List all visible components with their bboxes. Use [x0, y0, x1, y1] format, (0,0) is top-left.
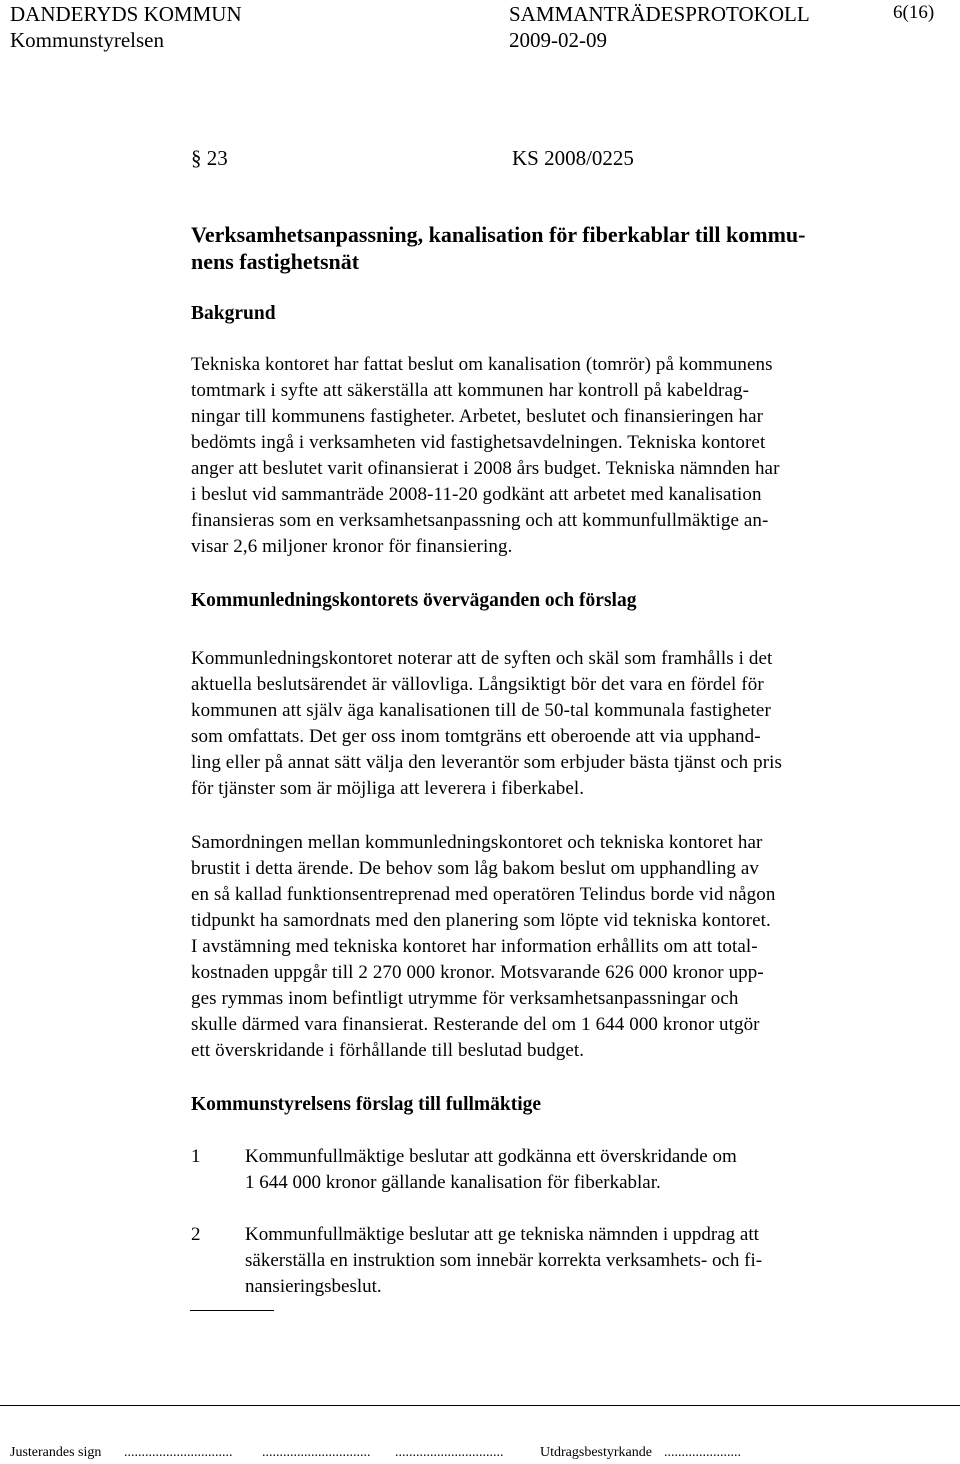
utdrag-label: Utdragsbestyrkande — [540, 1445, 652, 1460]
section-paragraph — [191, 146, 228, 171]
text-line: i beslut vid sammanträde 2008-11-20 godkänt att arbetet med kanalisation — [191, 484, 762, 505]
section-end-rule — [190, 1310, 274, 1311]
section-number: 23 — [206, 146, 228, 170]
text-line: brustit i detta ärende. De behov som låg bakom beslut om upphandling av — [191, 858, 760, 879]
section-title-line-1: Verksamhetsanpassning, kanalisation för fiberkablar till kommu- — [191, 222, 806, 247]
doc-type: SAMMANTRÄDESPROTOKOLL — [509, 2, 810, 26]
text-line: ningar till kommunens fastigheter. Arbetet, beslutet och finansieringen har — [191, 406, 764, 427]
text-line: 1 644 000 kronor gällande kanalisation för fiberkablar. — [245, 1172, 661, 1193]
org-name: DANDERYDS KOMMUN — [10, 2, 242, 26]
utdrag-dots: ...................... — [664, 1445, 741, 1460]
text-line: Kommunfullmäktige beslutar att godkänna ett överskridande om — [245, 1146, 737, 1167]
signature-dots: ............................... — [124, 1445, 233, 1460]
text-line: Kommunledningskontoret noterar att de syften och skäl som framhålls i det — [191, 648, 773, 669]
text-line: säkerställa en instruktion som innebär korrekta verksamhets- och fi- — [245, 1250, 763, 1271]
text-line: visar 2,6 miljoner kronor för finansiering. — [191, 536, 513, 557]
text-line: en så kallad funktionsentreprenad med operatören Telindus borde vid någon — [191, 884, 776, 905]
text-line: tomtmark i syfte att säkerställa att kommunen har kontroll på kabeldrag- — [191, 380, 750, 401]
board-name: Kommunstyrelsen — [10, 28, 164, 52]
text-line: bedömts ingå i verksamheten vid fastighetsavdelningen. Tekniska kontoret — [191, 432, 766, 453]
heading-forslag: Kommunstyrelsens förslag till fullmäktige — [191, 1094, 542, 1115]
text-line: ling eller på annat sätt välja den leverantör som erbjuder bästa tjänst och pris — [191, 752, 782, 773]
text-line: kommunen att själv äga kanalisationen till de 50-tal kommunala fastigheter — [191, 700, 771, 721]
text-line: som omfattats. Det ger oss inom tomtgräns ett oberoende att via upphand- — [191, 726, 761, 747]
heading-overvaganden: Kommunledningskontorets överväganden och förslag — [191, 590, 637, 611]
text-line: ett överskridande i förhållande till beslutad budget. — [191, 1040, 585, 1061]
text-line: för tjänster som är möjliga att leverera i fiberkabel. — [191, 778, 585, 799]
case-number: KS 2008/0225 — [512, 146, 634, 170]
proposal-number: 2 — [191, 1224, 201, 1245]
text-line: kostnaden uppgår till 2 270 000 kronor. Motsvarande 626 000 kronor upp- — [191, 962, 764, 983]
text-line: nansieringsbeslut. — [245, 1276, 382, 1297]
text-line: ges rymmas inom befintligt utrymme för verksamhetsanpassningar och — [191, 988, 739, 1009]
signature-dots: ............................... — [262, 1445, 371, 1460]
meeting-date: 2009-02-09 — [509, 28, 607, 52]
proposal-number: 1 — [191, 1146, 201, 1167]
text-line: Tekniska kontoret har fattat beslut om kanalisation (tomrör) på kommunens — [191, 354, 773, 375]
text-line: Kommunfullmäktige beslutar att ge tekniska nämnden i uppdrag att — [245, 1224, 759, 1245]
text-line: tidpunkt ha samordnats med den planering som löpte vid tekniska kontoret. — [191, 910, 771, 931]
paragraph-symbol: § — [191, 146, 202, 170]
section-title-line-2: nens fastighetsnät — [191, 249, 360, 274]
text-line: Samordningen mellan kommunledningskontoret och tekniska kontoret har — [191, 832, 763, 853]
text-line: aktuella beslutsärendet är vällovliga. Långsiktigt bör det vara en fördel för — [191, 674, 764, 695]
justerandes-label: Justerandes sign — [10, 1445, 102, 1460]
page-number: 6(16) — [893, 2, 935, 23]
text-line: I avstämning med tekniska kontoret har information erhållits om att total- — [191, 936, 758, 957]
text-line: skulle därmed vara finansierat. Resterande del om 1 644 000 kronor utgör — [191, 1014, 760, 1035]
heading-bakgrund: Bakgrund — [191, 303, 276, 324]
text-line: finansieras som en verksamhetsanpassning och att kommunfullmäktige an- — [191, 510, 769, 531]
signature-dots: ............................... — [395, 1445, 504, 1460]
text-line: anger att beslutet varit ofinansierat i 2008 års budget. Tekniska nämnden har — [191, 458, 780, 479]
footer-divider — [0, 1405, 960, 1406]
